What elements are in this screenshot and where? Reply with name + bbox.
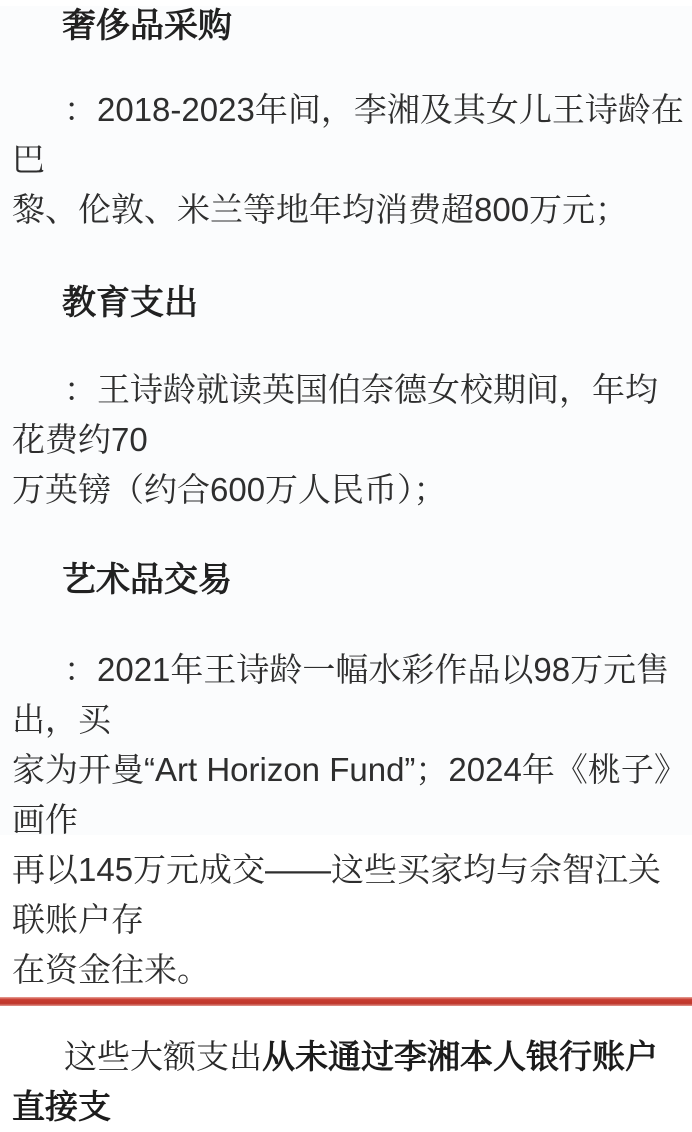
paragraph-line: 万英镑（约合600万人民币）； <box>12 471 447 508</box>
article-page <box>0 6 692 1125</box>
section-heading-art: 艺术品交易 <box>62 561 232 599</box>
paragraph-conclusion <box>12 1032 684 1132</box>
paragraph-line: ：2021年王诗龄一幅水彩作品以98万元售出，买 <box>12 651 670 738</box>
conclusion-text: 这些大额支出 <box>64 1038 262 1075</box>
paragraph-line: 黎、伦敦、米兰等地年均消费超800万元； <box>12 191 629 228</box>
paragraph-line: 在资金往来。 <box>12 951 210 988</box>
section-luxury-purchases <box>0 6 692 235</box>
conclusion-emphasis-text: 从未通过李湘本人银行账户直接支 <box>12 1038 658 1125</box>
section-education-spending <box>0 283 692 515</box>
red-divider-bar <box>0 997 692 1006</box>
paragraph-line: 家为开曼“Art Horizon Fund”；2024年《桃子》画作 <box>12 751 671 838</box>
paragraph-line: ：2018-2023年间，李湘及其女儿王诗龄在巴 <box>12 91 684 178</box>
paragraph-luxury <box>12 85 684 235</box>
section-heading-education: 教育支出 <box>62 284 198 322</box>
paragraph-art <box>12 645 684 995</box>
section-art-transactions <box>0 560 692 995</box>
paragraph-line: ：王诗龄就读英国伯奈德女校期间，年均花费约70 <box>12 371 658 458</box>
paragraph-line: 再以145万元成交——这些买家均与佘智江关联账户存 <box>12 851 662 938</box>
paragraph-education <box>12 365 684 515</box>
section-heading-luxury: 奢侈品采购 <box>62 7 232 45</box>
